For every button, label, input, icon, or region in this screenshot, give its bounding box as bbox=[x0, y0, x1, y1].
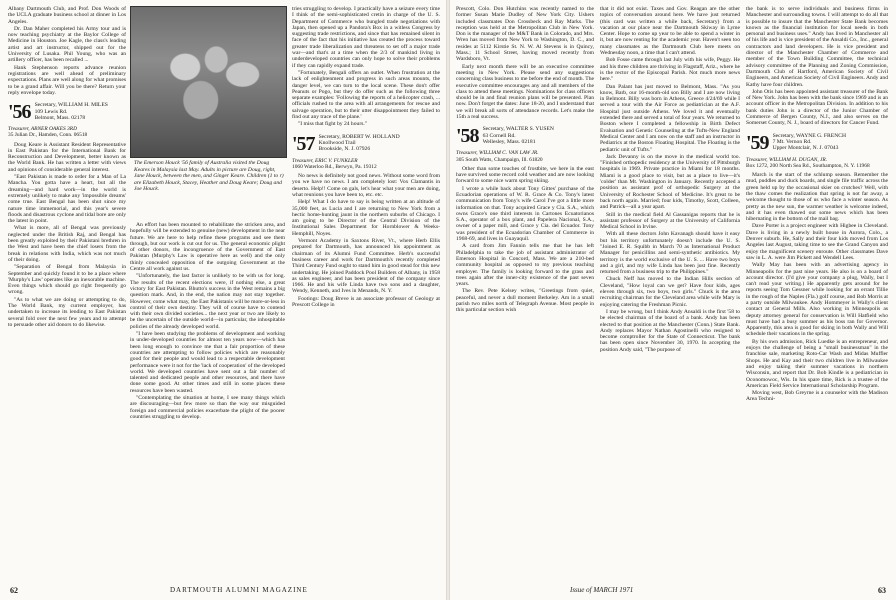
issue-footer: Issue of MARCH 1971 bbox=[570, 586, 634, 594]
article-paragraph: Bob Fosse came through last July with his wife, Peggy. He and his three children are thriving in Flagstaff, Ariz., where he is the rector of the Episcopal Parish. Not much more news here." bbox=[600, 57, 740, 83]
r-col3-body bbox=[746, 172, 888, 403]
col3-body bbox=[292, 173, 440, 308]
article-paragraph: "Fortunately, Bengali offers an outlet. When frustration at the lack of enlightenment and progress in such areas mounts, the danger level, we can turn to the local scene. These don't offer Peanuts or Pogo, but they do offer such as the following three separate examples: 'Following the reports of a helicopter crash, ... officials rushed to the area with all arrangements for rescue and salvage operation, but to their utter disappointment they failed to find out any trace of the plane.' bbox=[292, 69, 440, 121]
family-photo bbox=[130, 6, 287, 158]
right-page bbox=[450, 0, 896, 600]
left-column-3 bbox=[292, 6, 440, 572]
article-paragraph: March is the start of the schlump season. Remember the mud, puddles and duck boards, and single file traffic across the green held up by the occasional skier on crutches? Well, with the thaw comes the realization that spring is not far away, a welcome thought to those of us who face a winter season. As pretty as the new sun, the warmer weather is welcome indeed, and it has even thawed out some news which has been hibernating in the bottom of the mail bag. bbox=[746, 172, 888, 223]
class-year-59: '59 bbox=[746, 132, 769, 153]
article-paragraph: Wally May has been with an advertising agency in Minneapolis for the past nine years. He also is on a board of account director. (I'd give your company a plug, Wally, but I can't read your writing.) He apparently gets around for he reports seeing Tom Gessner while looking for an errant Tillie in the rough of the Naples (Fla.) golf course, and Bob Morris at a party outside Milwaukee. Andy Hommeyer is Wally's client contact at General Mills. Also working in Minneapolis as deputy attorney general for conservation is Will Hatfield who must have had a busy summer as his boss ran for Governor. Apparently, this area is good for skiing in both Wally and Will schedule their vacations in the spring. bbox=[746, 262, 888, 338]
article-paragraph: Early next month there will be an executive committee meeting in New York. Please send any suggestions concerning class business to me before the end of month. The executive committee encourages any and all members of the class to attend these meetings. Nominations for class officers should be in and final reunion plans will be presented. Plan now. Don't forget the dates: June 18-20, and I understand that we will break all sorts of attendance records. Let's make the 15th a real success. bbox=[456, 63, 594, 121]
article-paragraph: An effort has been mounted to rehabilitate the stricken area, and hopefully will be extended to genuine (new) development in the near future. We are here to help refine these programs and see them through, but our work is cut out for us. The general economic plight of other donors, the incongruence of the Government of East Pakistan (Murphy's Law is operative here as well) and the only thinly concealed opposition of the outgoing Government at the Centre all work against us. bbox=[130, 222, 285, 273]
left-column-2 bbox=[130, 222, 285, 572]
class-59-treasurer: Treasurer, WILLIAM H. DUGAN, JR. Box 1272, 200 North Sea Rd., Southampton, N. Y. 11968 bbox=[746, 156, 870, 169]
article-paragraph: I may be wrong, but I think Andy Ansaldi is the first '58 to be elected chairman of the board of a bank. Andy has been elected to that position at the Manchester (Conn.) State Bank. Andy replaces Mayor Nathan Agostinelli who resigned to become comptroller for the State of Connecticut. The bank has been open since November 30, 1970. In accepting the position Andy said, "The purpose of bbox=[600, 308, 740, 353]
article-paragraph: What is more, all of Bengal was previously neglected under the British Raj, and Bengal has been greatly exploited by their Pakistani brethren in the West and have been the chief losers from the break in relations with India, which was not much of their doing. bbox=[8, 225, 126, 263]
page-number-left: 62 bbox=[10, 586, 18, 595]
article-paragraph: No news is definitely not good news. Without some word from you we have no news. I am completely lost: Vox Clamantis in deserto. Help!! Come on gals, let's hear what your men are doing, what reunions you have been to, etc. etc. bbox=[292, 173, 440, 198]
left-page bbox=[0, 0, 446, 600]
class-58-secretary: Secretary, WALTER S. YUSEN 63 Cornell Rd. Wellesley, Mass. 02181 bbox=[482, 126, 554, 146]
article-paragraph: Chuck Neff has moved to the Indian Hills section of Cleveland, "How loyal can we get? Have four kids, ages eleven through six, two boys, two girls." Chuck is the area recruiting chairman for the Cleveland area while wife Mary is enjoying catering the Freshman Picnic. bbox=[600, 276, 740, 308]
r-col1-intro bbox=[456, 6, 594, 120]
article-paragraph: "I miss that fight by 24 hours." bbox=[298, 121, 368, 128]
article-paragraph: Other than some touches of frostbite, we here in the east have survived some record cold weather and are now looking forward to some nice warm spring skiing. bbox=[456, 165, 594, 185]
class-year-56: '56 bbox=[8, 102, 31, 123]
photo-caption: The Emerson Houck '56 family of Australia visited the Doug Keares in Malaysia last May. Adults in picture are Doug, right, Jane Houck, between the men, and Ginger Keare. Children (1 to r) are Elizabeth Houck, Stacey, Heather and Doug Keare; Doug and Joe Houck. bbox=[134, 160, 284, 192]
article-paragraph: the bank is to serve individuals and business firms in Manchester and surrounding towns. I will attempt to do all that is possible to insure that the Manchester State Bank becomes known as the financial institution for local needs in both personal and business uses." Andy has lived in Manchester all of his life and is vice president of the Ansaldi Co., Inc., general contractors and land developers. He is vice president and director of the Manchester Chamber of Commerce and member of the Town Building Committee, the technical advisory committee of the Planning and Zoning Commission, Dartmouth Club of Hartford, American Society of Civil Engineers, and American Society of Civil Engineers. Andy and Kathy have four children. bbox=[746, 6, 888, 88]
class-year-57: '57 bbox=[292, 133, 315, 154]
class-58-treasurer: Treasurer, WILLIAM C. VAN LAW JR. 305 South Watts, Champaign, Ill. 61820 bbox=[456, 150, 543, 163]
article-paragraph: I wrote a while back about Tony Gittes' purchase of the Ecuadorian operations of W. R. Grace & Co. Tony's latest communication from Tony's wife Carol I've got a little more information on that. Tony acquired Grace y Cia. S.A., which owns Grace's one third interests in Cartones Ecuatorianos S.A., operator of a box plant, and Papelera Nacional, S.A., owner of a paper mill, and Grace y Cia. del Ecuador. Tony was president of the Ecuadorian Chamber of Commerce in 1968-69, and lives in Guayaquil. bbox=[456, 185, 594, 243]
article-paragraph: By his own admission, Rick Luedke is an entrepreneur, and enjoys the challenge of being a "small businessman" in the franchise sale, marketing Roto-Car Wash and Midas Muffler Shops. He and Kay and their two children live in Milwaukee and enjoy taking their summer vacations in northern Wisconsin, and report that Dr. Bob Kindle is a pediatrician in Oconomowoc, Wis. In his spare time, Rick is a trustee of the American Field Service International Scholarship Program. bbox=[746, 338, 888, 389]
class-59-secretary: Secretary, WAYNE G. FRENCH 7 Mt. Vernon Rd. Upper Montclair, N. J. 07043 bbox=[772, 132, 846, 152]
class-56-header bbox=[8, 102, 126, 122]
article-paragraph: "Separation of Bengal from Malaysia in September and quickly found it to be a place where 'Murphy's Law' operates like an inexorable machine. Even things which should go right frequently go wrong. bbox=[8, 264, 126, 296]
article-paragraph: The Rev. Pete Kelsey writes, "Greetings from quiet, peaceful, and never a dull moment Berkeley. Am in a small parish two miles north of Telegraph Avenue. Most people in this particular section wish bbox=[456, 288, 594, 314]
magazine-footer: DARTMOUTH ALUMNI MAGAZINE bbox=[170, 586, 308, 594]
article-paragraph: tries struggling to develop. I practically have a seizure every time I think of the semi-sophisticated cretin in charge of the U. S. Department of Commerce who bungled trade negotiations with Japan, then opened up a Pandora's Box in a witless Congress by suggesting trade restrictions, and since that has remained silent in face of the fact that his initiative has created the process toward greater trade liberalization and threatens to set off a major trade war—and that's at a time when the 2/3 of mankind living in underdeveloped countries can only hope to solve their problems if they can rapidly expand trade. bbox=[292, 6, 440, 69]
class-56-treasurer: Treasurer, ABNER OAKES 3RD 35 Julian Dr., Hamden, Conn. 06518 bbox=[8, 126, 88, 139]
class-57-treasurer: Treasurer, ERIC V. FUNKLER 1060 Waterloo Rd., Berwyn, Pa. 19312 bbox=[292, 157, 377, 170]
article-paragraph: Hank Stephenson reports advance reunion registrations are well ahead of preliminary expectations. Plans are well along for what promises to be a grand affair. Will you be there? Return your reply envelope today. bbox=[8, 64, 126, 96]
col1-body bbox=[8, 142, 126, 329]
article-paragraph: Prescott, Colo. Don Hutchins was recently named to the former Susan Marie Dudley of New York City. Ushers included classmates Don Crossbeck and Ray Marks. The reception was held at the Metropolitan Club in New York. Don is the manager of the M&T Bank in Colorado, and Mrs. Wren has moved from New York to Washington, D. C., and resides at 5112 Kirstie St. N. W. Al Stevens is in Quincy, Mass.; 11 School Street, having moved recently from Wardsboro, Vt. bbox=[456, 6, 594, 63]
article-paragraph: Dave Porter is a project engineer with Higbee in Cleveland. Dave is living in a newly built house in Aurora, Colo., a Denver suburb. He, Sally and their four kids moved from Los Angeles last August, taking time to see the Grand Canyon and enjoy the magnificent scenery enroute. Other classmates Dave saw in L. A. were Jim Pickett and Wendell Lees. bbox=[746, 223, 888, 261]
article-paragraph: Help! What I do have to say is being written at an altitude of 35,000 feet, as Lucia and I are returning to New York from a hectic home-hunting jaunt in the northern suburbs of Chicago. I am going to be Director of the Central Division of the Institutional Sales Department for Hornblower & Weeks-Hemphill, Noyes. bbox=[292, 199, 440, 237]
class-57-secretary: Secretary, ROBERT W. HOLLAND Knollwood Trail Brookside, N. J. 07926 bbox=[318, 133, 400, 153]
article-paragraph: With all these doctors John Kavanagh should have it easy but his territory unfortunately doesn't include the U. S. "Joined E. R. Squibb in March 70 as International Product Manager for penicillins and semi-synthetic antibiotics. My territory is the world exclusive of the U. S. ... Have two boys and a girl, and my wife Linda has been just fine. Recently returned from a business trip to the Philippines." bbox=[600, 231, 740, 276]
article-paragraph: Dr. Dan Maher completed his Army tour and is now teaching psychiatry at the Baylor College of Medicine in Houston. Joe Kagle, the class's leading artist and art instructor, shipped out for the University of Lusaka. Phil Young, who was an artillery officer, has been recalled ... bbox=[8, 25, 126, 64]
article-paragraph: Albany Dartmouth Club, and Prof. Don Woods of the UCLA graduate business school at dinner in Los Angeles. bbox=[8, 6, 126, 25]
article-paragraph: Jack Devanny is on the move in the medical world too. "Finished orthopedic residency at the University of Pittsburgh hospitals in 1969. Private practice in Miami for 18 months. Miami is a good place to visit, but as a place to live—it's 'colder' than Mt. Washington in January. Recently accepted a position as assistant prof of orthopedic Surgery at the University of Rochester School of Medicine. It's great to be back north again. Married; four kids, Timothy, Scott, Colleen, and Patrick—all a year apart. bbox=[600, 153, 740, 211]
right-column-3 bbox=[746, 6, 888, 572]
article-paragraph: Footings: Doug Breve is an associate professor of Geology at Prescott College in bbox=[292, 295, 440, 308]
r-col3-intro bbox=[746, 6, 888, 127]
article-paragraph: John Otis has been appointed assistant treasurer of the Bank of New York. John has been with the bank since 1969 and is an account officer in the Metropolitan Division. In addition to his bank duties John is a director of the Junior Chamber of Commerce of Bergen County, N.J., and also serves on the Somerset County, N. J., board of directors for Cancer Fund. bbox=[746, 88, 888, 127]
article-paragraph: "As to what we are doing or attempting to do, The World Bank, my current employer, has undertaken to increase its lending to East Pakistan several fold over the next few years and to attempt to persuade other aid donors to do likewise. bbox=[8, 296, 126, 328]
class-year-58: '58 bbox=[456, 126, 479, 147]
class-58-header bbox=[456, 126, 594, 146]
article-paragraph: A card from Jim Fannin tells me that he has left Philadelphia to take the job of assistant administrator of Emerson Hospital in Concord, Mass. We are a 210-bed community hospital as opposed to my previous teaching employer. The family is looking forward to the grass and trees again after the inner-city existence of the past seven years. bbox=[456, 243, 594, 288]
r-col1-body bbox=[456, 166, 594, 314]
article-paragraph: "Contemplating the situation at home, I see many things which are discouraging—but few more so than the way our misguided foreign and commercial policies exacerbate the plight of the poorer countries struggling to develop. bbox=[130, 395, 285, 420]
class-57-header bbox=[292, 134, 440, 154]
left-column-1 bbox=[8, 6, 126, 572]
article-paragraph: that it did not exist. Taxes and Gov. Reagan are the other topics of conversation around here. We have just returned (this card was written a while back, Secretary) from a vacation at our place near the Dartmouth Skiway in Lyme Center. Hope to come up year to be able to spend a winter in it, but are now renting for the academic year. Haven't seen too many classmates as the Dartmouth Club here meets on Wednesday noon, a time that I can't attend. bbox=[600, 6, 740, 57]
article-paragraph: Dan Palant has just moved to Belmont, Mass. "As you know, Barb, our 16-month-old son Billy and I are now living in Belmont. Billy was born in Athens, Greece 4/24/69 while I served a tour with the Air Force as pediatrician at the A.F. Hospital just outside Athens. We loved it and eventually extended there and served a total of four years. We returned to Boston where I completed a fellowship in Birth Defect Evaluation and Genetic Counseling at the Tufts-New England Medical Center and I am now on the staff and an instructor in Pediatrics at the Boston Floating Hospital. The Floating is the pediatric unit of Tufts." bbox=[600, 83, 740, 153]
col2-body bbox=[130, 222, 285, 420]
class-59-header bbox=[746, 133, 888, 153]
article-paragraph: "Unfortunately, the last factor is unlikely to be with us for long. The results of the recent elections were, if nothing else, a great victory for East Pakistan. Bhutto's success in the West remains a big question mark. And, in the end, the nation may not stay together. However, come what may, the East Pakistanis will be more-or-less in control of their own destiny. They will of course have to contend with their own divided societies... the next year or two are likely to be the uncertain of the outside world—in particular, the inhospitable policies of the already developed world. bbox=[130, 273, 285, 330]
page-number-right: 63 bbox=[878, 586, 886, 595]
right-column-1 bbox=[456, 6, 594, 572]
class-56-secretary: Secretary, WILLIAM H. MILES 109 Lewis Rd. Belmont, Mass. 02178 bbox=[34, 102, 108, 121]
col1-intro bbox=[8, 6, 126, 96]
right-column-2 bbox=[600, 6, 740, 572]
article-paragraph: "I have been studying the problems of development and working in under-developed countries for almost ten years now—which has been long enough to convince me that a fair proportion of these countries are attempting to follow policies which are reasonably good for their people and would lead to a respectable development performance were it not for the 'lack of cooperation' of the developed world. We developed countries have sent out a fair number of talented and dedicated people and other resources, and there have done some good. At other times and still in some places these resources have been wasted. bbox=[130, 331, 285, 394]
article-paragraph: "East Pakistan is made to order for a Man of La Mancha. You gotta have a heart, but all the dreaming—and hard work—in the world is extremely unlikely to make any 'impossible dreams' come true. East Bengal has been shut since my nature time immemorial, and this year's severe floods and disastrous cyclone and tidal bore are only the latest in point. bbox=[8, 174, 126, 225]
col3-intro bbox=[292, 6, 440, 128]
article-paragraph: Moving west, Bob Greyrne is a counselor with the Madison Area Techni- bbox=[746, 390, 888, 403]
article-paragraph: Doug Keare is Assistant Resident Representative in East Pakistan for the International Bank for Reconstruction and Development, better known as the World Bank. He has written a letter with views and opinions of considerable general interest. bbox=[8, 141, 126, 173]
article-paragraph: Vermont Academy in Saxtons River, Vt., where Herb Ellis prepared for Dartmouth, has announced his appointment as chairman of its Alumni Fund Committee. Herb's successful business career and work for Dartmouth's recently completed Third Century Fund ought to stand him in good stead for this new undertaking. He joined Paddock Pool Builders of Albany, in 1958 as sales engineer, and has been president of the company since 1966. He and his wife Linda have two sons and a daughter, Wendy, Kenneth, and Ives in Menands, N. Y. bbox=[292, 238, 440, 295]
article-paragraph: Still in the medical field Al Gassanigas reports that he is assistant professor of Surgery at the University of California Medical School in Irvine. bbox=[600, 211, 740, 231]
r-col2-body bbox=[600, 6, 740, 353]
